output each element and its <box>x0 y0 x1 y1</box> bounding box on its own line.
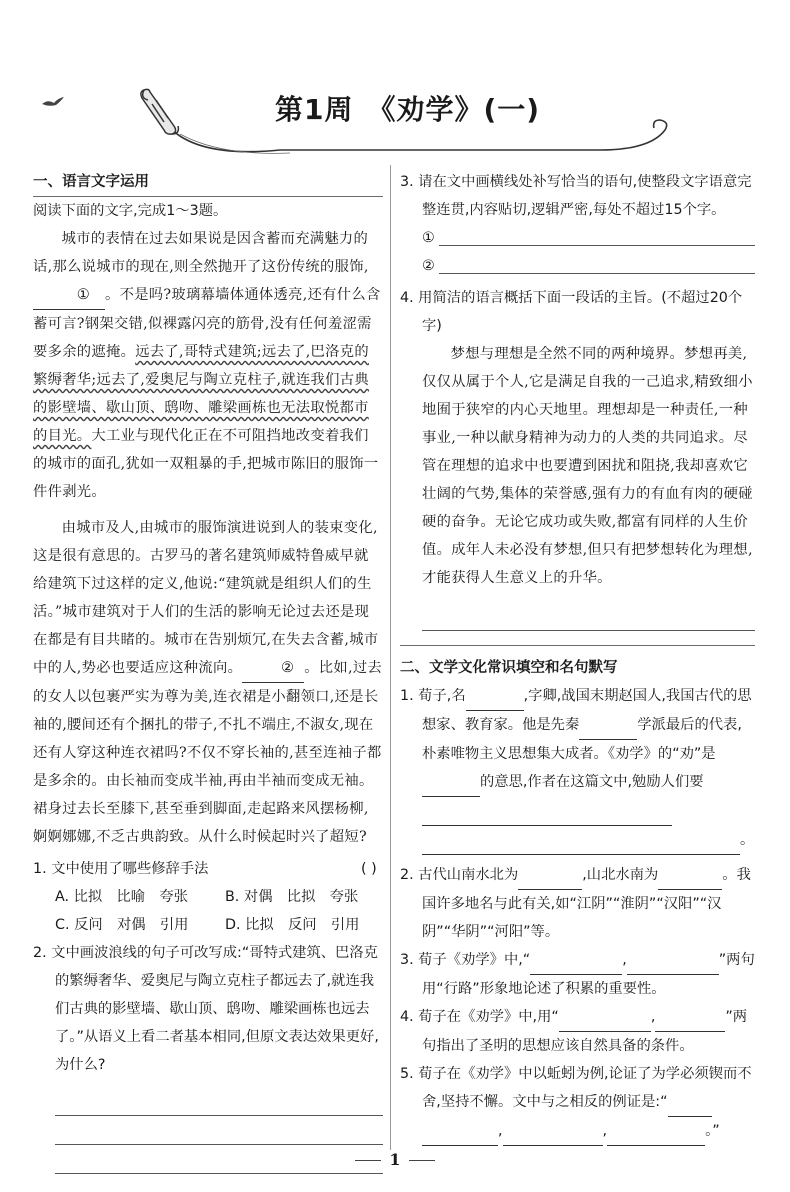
r4-text-b: , <box>650 1009 656 1025</box>
fill-blank[interactable] <box>579 711 637 740</box>
column-divider <box>390 165 391 1150</box>
fill-blank[interactable] <box>655 1003 725 1032</box>
fill-blank[interactable] <box>607 1117 657 1146</box>
scroll-icon <box>134 82 194 142</box>
answer-row-2 <box>400 252 755 280</box>
page-header <box>0 70 790 150</box>
question-2: 2. 文中画波浪线的句子可改写成:“哥特式建筑、巴洛克的繁缛奢华、爱奥尼与陶立克柱子都远去了,就连我们古典的影壁墙、歇山顶、鸱吻、雕梁画栋也远去了。”从语义上看二者基本相同,但原文表达效果更好,为什么? <box>33 945 379 1073</box>
answer-line[interactable] <box>55 1087 383 1116</box>
answer-line[interactable] <box>55 1116 383 1145</box>
options-row-1 <box>33 883 383 911</box>
answer-line[interactable] <box>439 224 755 246</box>
blank-2-label: ② <box>280 660 295 676</box>
answer-label-1: ① <box>422 230 435 246</box>
r1-text-a: 1. 荀子,名 <box>400 688 466 704</box>
fill-blank[interactable] <box>530 946 622 975</box>
page-title <box>275 88 540 128</box>
fill-blank[interactable] <box>657 1117 705 1146</box>
options-row-2 <box>33 911 383 939</box>
answer-line[interactable] <box>422 602 755 631</box>
r5-text-b: , <box>498 1123 503 1139</box>
blank-2[interactable] <box>242 654 304 683</box>
fill-blank[interactable] <box>668 1088 712 1117</box>
option-a[interactable]: A. 比拟 比喻 夸张 <box>55 889 188 905</box>
left-column <box>33 168 383 1174</box>
recall-question-3 <box>400 946 755 1003</box>
page-footer <box>0 1150 790 1169</box>
r4-text-a: 4. 荀子在《劝学》中,用“ <box>400 1009 559 1025</box>
r4-text-c: ”两句指出了圣明的思想应该自然具备的条件。 <box>422 1009 748 1054</box>
week-label: 第1周 <box>275 93 354 126</box>
fill-blank[interactable] <box>658 861 722 890</box>
r3-text-b: , <box>622 952 627 968</box>
recall-question-2 <box>400 861 755 946</box>
option-c[interactable]: C. 反问 对偶 引用 <box>55 917 189 933</box>
r2-text-b: ,山北水南为 <box>582 867 659 883</box>
answer-row-1 <box>400 224 755 252</box>
r5-text-c: , <box>602 1123 608 1139</box>
r5-text-a: 5. 荀子在《劝学》中以蚯蚓为例,论证了为学必须锲而不舍,坚持不懈。文中与之相反的例证是:“ <box>400 1066 752 1110</box>
right-column <box>400 168 755 1146</box>
fill-blank[interactable] <box>466 682 524 711</box>
passage-paragraph-1 <box>33 225 383 506</box>
fill-blank[interactable] <box>559 1003 651 1032</box>
r1-text-b: ,字卿,战国末期赵国人,我国古代的思想家、教育家。他是先秦 <box>422 688 752 733</box>
passage-paragraph-2 <box>33 514 383 851</box>
option-d[interactable]: D. 比拟 反问 引用 <box>225 917 360 933</box>
r5-end: 。” <box>705 1123 720 1139</box>
question-3: 3. 请在文中画横线处补写恰当的语句,使整段文字语意完整连贯,内容贴切,逻辑严密,每处不超过15个字。 <box>400 174 752 218</box>
r3-text-c: ”两句用“行路”形象地论述了积累的重要性。 <box>422 952 755 997</box>
r2-text-a: 2. 古代山南水北为 <box>400 867 519 883</box>
chapter-label: 《劝学》(一) <box>367 93 541 126</box>
r1-text-c: 学派最后的代表,朴素唯物主义思想集大成者。《劝学》的“劝”是 <box>422 717 742 762</box>
fill-blank[interactable] <box>627 946 719 975</box>
section2-title: 二、文学文化常识填空和名句默写 <box>400 645 755 682</box>
recall-question-5 <box>400 1060 755 1146</box>
r1-end: 。 <box>740 832 755 848</box>
r2-text-c: 。我国许多地名与此有关,如“江阴”“淮阴”“汉阳”“汉阴”“华阴”“河阳”等。 <box>422 867 751 940</box>
answer-line[interactable] <box>439 252 755 274</box>
question-4: 4. 用简洁的语言概括下面一段话的主旨。(不超过20个字) <box>400 290 743 334</box>
fill-blank[interactable] <box>422 1117 498 1146</box>
recall-question-4 <box>400 1003 755 1060</box>
question-1: 1. 文中使用了哪些修辞手法 ( ) <box>33 861 377 877</box>
page-number: 1 <box>389 1150 401 1169</box>
question-1-text: 1. 文中使用了哪些修辞手法 <box>33 861 209 877</box>
r3-text-a: 3. 荀子《劝学》中,“ <box>400 952 531 968</box>
wavy-underlined-sentence: 远去了,哥特式建筑;远去了,巴洛克的繁缛奢华;远去了,爱奥尼与陶立克柱子,就连我们古典的影壁墙、歇山顶、鸱吻、雕梁画栋也无法取悦都市的目光。 <box>33 344 369 444</box>
instruction-text: 阅读下面的文字,完成1～3题。 <box>33 203 228 219</box>
blank-1-label: ① <box>76 287 90 303</box>
fill-blank[interactable] <box>422 768 480 797</box>
passage-text: 大工业与现代化正在不可阻挡地改变着我们的城市的面孔,犹如一双粗暴的手,把城市陈旧的服饰一件件剥光。 <box>33 428 379 500</box>
blank-1[interactable] <box>33 281 105 310</box>
r1-text-d: 的意思,作者在这篇文中,勉励人们要 <box>480 774 704 790</box>
passage-text: 由城市及人,由城市的服饰演进说到人的装束变化,这是很有意思的。古罗马的著名建筑师威特鲁威早就给建筑下过这样的定义,他说:“建筑就是组织人们的生活。”城市建筑对于人们的生活的影响无论过去还是现在都是有目共睹的。城市在告别烦冗,在失去含蓄,城市中的人,势必也要适应这种流向。 <box>33 520 379 676</box>
section1-title: 一、语言文字运用 <box>33 168 383 197</box>
fill-blank[interactable] <box>422 797 672 826</box>
passage-text: 。比如,过去的女人以包裹严实为尊为美,连衣裙是小翻领口,还是长袖的,腰间还有个捆扎的带子,不扎不端庄,不淑女,现在还有人穿这种连衣裙吗?不仅不穿长袖的,甚至连袖子都是多余的。由长袖而变成半袖,再由半袖而变成无袖。裙身过去长至膝下,甚至垂到脚面,走起路来风摆杨柳,婀婀娜娜,不乏古典韵致。从什么时候起时兴了超短? <box>33 660 383 845</box>
answer-label-2: ② <box>422 258 435 274</box>
passage-text: 城市的表情在过去如果说是因含蓄而充满魅力的话,那么说城市的现在,则全然抛开了这份传统的服饰, <box>33 231 369 275</box>
fill-blank[interactable] <box>518 861 582 890</box>
fill-blank[interactable] <box>503 1117 603 1146</box>
recall-question-1 <box>400 682 755 855</box>
option-b[interactable]: B. 对偶 比拟 夸张 <box>225 889 359 905</box>
passage-text: 。不是吗?玻璃幕墙体通体透亮,还有什么含蓄可言?钢架交错,似裸露闪亮的筋骨,没有任何羞涩需要多余的遮掩。 <box>33 287 381 360</box>
q4-passage: 梦想与理想是全然不同的两种境界。梦想再美,仅仅从属于个人,它是满足自我的一己追求,精致细小地囿于狭窄的内心天地里。理想却是一种责任,一种事业,一种以献身精神为动力的人类的共同追求。尽管在理想的追求中也要遭到困扰和阻挠,我却喜欢它壮阔的气势,集体的荣誉感,强有力的有血有肉的硬碰硬的奋争。无论它成功或失败,都富有同样的人生价值。成年人未必没有梦想,但只有把梦想转化为理想,才能获得人生意义上的升华。 <box>422 346 753 586</box>
fill-blank[interactable] <box>422 826 740 855</box>
bird-icon <box>40 95 66 109</box>
